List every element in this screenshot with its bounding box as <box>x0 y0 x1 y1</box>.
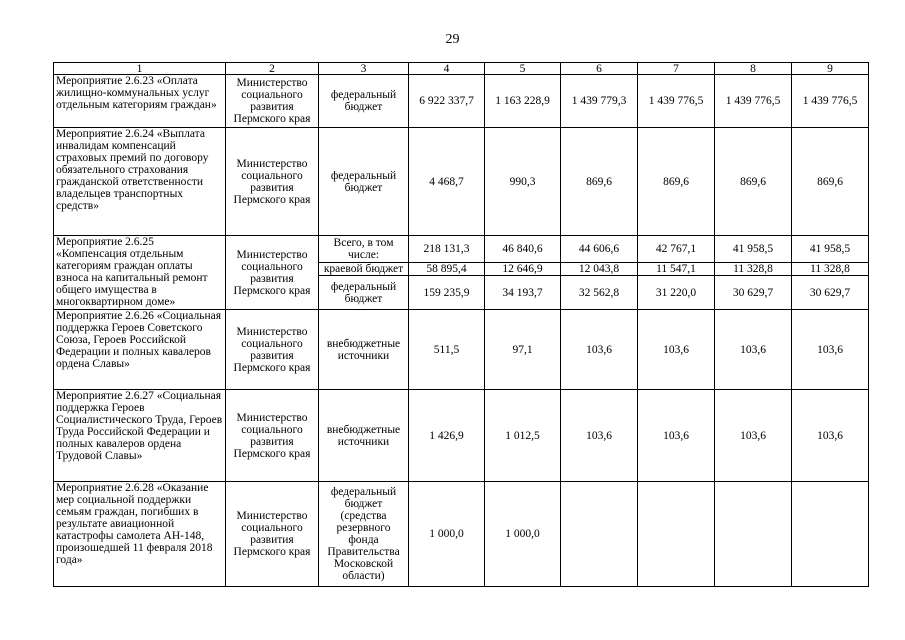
column-number: 5 <box>485 63 561 75</box>
executor-cell: Министерство социального развития Пермского края <box>226 236 319 310</box>
table-row <box>54 128 869 236</box>
amount-cell: 41 958,5 <box>792 236 869 263</box>
amount-cell: 32 562,8 <box>561 276 638 310</box>
amount-cell: 12 043,8 <box>561 263 638 276</box>
page-number: 29 <box>445 32 460 47</box>
budget-table <box>53 62 869 587</box>
funding-source-cell: внебюджетные источники <box>319 390 409 482</box>
amount-cell: 869,6 <box>561 128 638 236</box>
activity-cell: Мероприятие 2.6.26 «Социальная поддержка Героев Советского Союза, Героев Российской Федерации и полных кавалеров ордена Славы» <box>54 310 226 390</box>
amount-cell: 30 629,7 <box>715 276 792 310</box>
amount-cell: 103,6 <box>638 390 715 482</box>
table-row <box>54 236 869 263</box>
activity-cell: Мероприятие 2.6.23 «Оплата жилищно-коммунальных услуг отдельным категориям граждан» <box>54 75 226 128</box>
amount-cell: 869,6 <box>715 128 792 236</box>
amount-cell: 1 439 776,5 <box>638 75 715 128</box>
amount-cell: 103,6 <box>561 390 638 482</box>
amount-cell: 12 646,9 <box>485 263 561 276</box>
amount-cell: 42 767,1 <box>638 236 715 263</box>
table-row <box>54 482 869 587</box>
amount-cell: 97,1 <box>485 310 561 390</box>
table-row <box>54 75 869 128</box>
column-number: 6 <box>561 63 638 75</box>
amount-cell: 30 629,7 <box>792 276 869 310</box>
executor-cell: Министерство социального развития Пермского края <box>226 482 319 587</box>
column-number: 1 <box>54 63 226 75</box>
funding-source-cell: федеральный бюджет (средства резервного фонда Правительства Московской области) <box>319 482 409 587</box>
amount-cell: 990,3 <box>485 128 561 236</box>
amount-cell: 103,6 <box>715 390 792 482</box>
amount-cell: 11 328,8 <box>792 263 869 276</box>
amount-cell: 31 220,0 <box>638 276 715 310</box>
executor-cell: Министерство социального развития Пермского края <box>226 310 319 390</box>
amount-cell: 103,6 <box>792 390 869 482</box>
amount-cell: 1 000,0 <box>409 482 485 587</box>
executor-cell: Министерство социального развития Пермского края <box>226 390 319 482</box>
amount-cell: 1 439 779,3 <box>561 75 638 128</box>
funding-source-cell: федеральный бюджет <box>319 276 409 310</box>
amount-cell <box>561 482 638 587</box>
column-number-row <box>54 63 869 75</box>
amount-cell: 1 163 228,9 <box>485 75 561 128</box>
column-number: 9 <box>792 63 869 75</box>
activity-cell: Мероприятие 2.6.27 «Социальная поддержка Героев Социалистического Труда, Героев Труда Российской Федерации и полных кавалеров ордена Трудовой Славы» <box>54 390 226 482</box>
column-number: 8 <box>715 63 792 75</box>
amount-cell: 103,6 <box>792 310 869 390</box>
amount-cell: 44 606,6 <box>561 236 638 263</box>
amount-cell <box>715 482 792 587</box>
amount-cell: 159 235,9 <box>409 276 485 310</box>
amount-cell: 11 328,8 <box>715 263 792 276</box>
column-number: 3 <box>319 63 409 75</box>
amount-cell: 1 012,5 <box>485 390 561 482</box>
amount-cell: 1 439 776,5 <box>715 75 792 128</box>
amount-cell: 1 426,9 <box>409 390 485 482</box>
funding-source-cell: краевой бюджет <box>319 263 409 276</box>
table-body <box>54 63 869 587</box>
activity-cell: Мероприятие 2.6.25 «Компенсация отдельным категориям граждан оплаты взноса на капитальный ремонт общего имущества в многоквартирном доме» <box>54 236 226 310</box>
amount-cell: 4 468,7 <box>409 128 485 236</box>
table-row <box>54 390 869 482</box>
amount-cell: 869,6 <box>638 128 715 236</box>
amount-cell <box>792 482 869 587</box>
amount-cell: 103,6 <box>638 310 715 390</box>
activity-cell: Мероприятие 2.6.28 «Оказание мер социальной поддержки семьям граждан, погибших в результате авиационной катастрофы самолета АН-148, произошедшей 11 февраля 2018 года» <box>54 482 226 587</box>
column-number: 7 <box>638 63 715 75</box>
amount-cell: 34 193,7 <box>485 276 561 310</box>
amount-cell: 218 131,3 <box>409 236 485 263</box>
amount-cell: 511,5 <box>409 310 485 390</box>
funding-source-cell: федеральный бюджет <box>319 75 409 128</box>
column-number: 2 <box>226 63 319 75</box>
table-row <box>54 310 869 390</box>
amount-cell: 11 547,1 <box>638 263 715 276</box>
funding-source-cell: Всего, в том числе: <box>319 236 409 263</box>
amount-cell: 6 922 337,7 <box>409 75 485 128</box>
amount-cell: 103,6 <box>561 310 638 390</box>
amount-cell: 869,6 <box>792 128 869 236</box>
executor-cell: Министерство социального развития Пермского края <box>226 75 319 128</box>
amount-cell <box>638 482 715 587</box>
amount-cell: 41 958,5 <box>715 236 792 263</box>
funding-source-cell: федеральный бюджет <box>319 128 409 236</box>
amount-cell: 1 439 776,5 <box>792 75 869 128</box>
amount-cell: 58 895,4 <box>409 263 485 276</box>
executor-cell: Министерство социального развития Пермского края <box>226 128 319 236</box>
amount-cell: 103,6 <box>715 310 792 390</box>
activity-cell: Мероприятие 2.6.24 «Выплата инвалидам компенсаций страховых премий по договору обязательного страхования гражданской ответственности владельцев транспортных средств» <box>54 128 226 236</box>
funding-source-cell: внебюджетные источники <box>319 310 409 390</box>
amount-cell: 1 000,0 <box>485 482 561 587</box>
column-number: 4 <box>409 63 485 75</box>
amount-cell: 46 840,6 <box>485 236 561 263</box>
